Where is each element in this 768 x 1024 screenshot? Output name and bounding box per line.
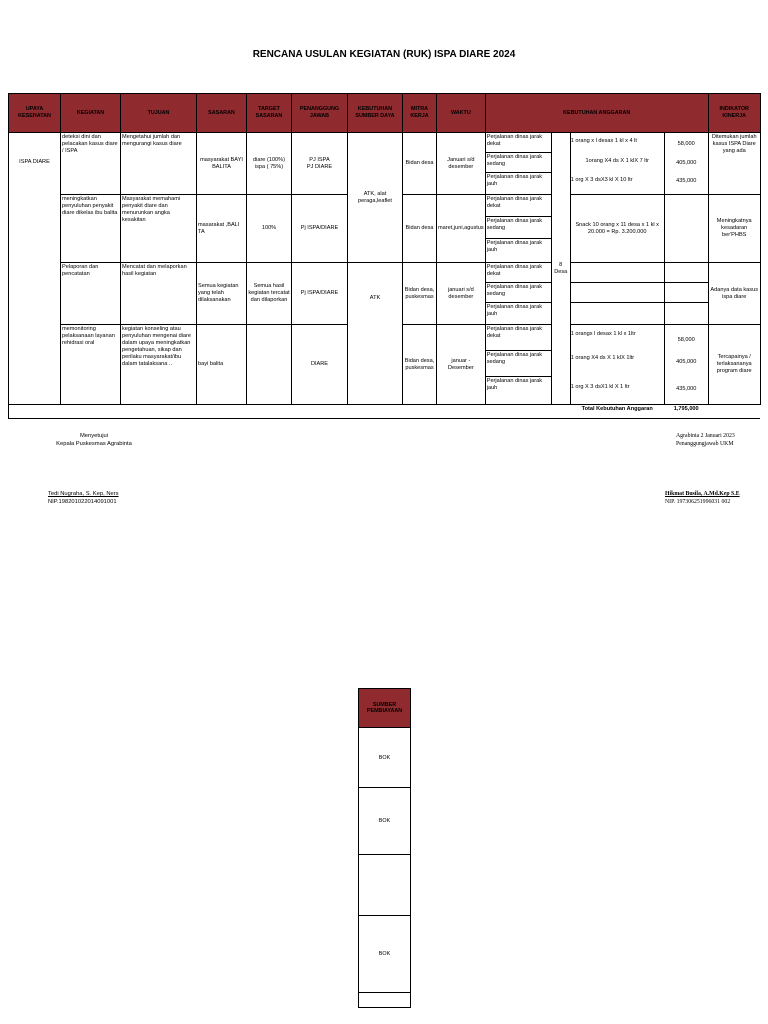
upaya-cell: ISPA DIARE <box>9 133 61 405</box>
kebutuhan-sd-cell: ATK, alat peraga,leaflet <box>348 133 403 263</box>
waktu-cell: januar - Desember <box>437 325 486 405</box>
tujuan-cell: Masyarakat memahami penyakit diare dan menurunkan angka kesakitan <box>121 195 197 263</box>
kegiatan-cell: deteksi dini dan pelacakan kasus diare / ISPA <box>61 133 121 195</box>
perjalanan-item: Perjalanan dinas jarak jauh <box>486 304 543 317</box>
desa-note: 8 Desa <box>554 261 568 275</box>
perjalanan-item: Perjalanan dinas jarak sedang <box>486 153 551 173</box>
mitra-cell: Bidan desa, puskesmas <box>403 263 437 325</box>
mitra-cell: Bidan desa, puskesmas <box>403 325 437 405</box>
sasaran-cell: masarakat ,BALI TA <box>197 195 247 263</box>
nilai-item: 435,000 <box>676 385 697 392</box>
header-target: TARGET SASARAN <box>247 94 292 133</box>
indikator-cell: Adanya data kasus ispa diare <box>708 263 760 325</box>
perjalanan-cell <box>485 133 551 195</box>
nilai-cell <box>664 195 708 263</box>
indikator-cell: Ditemukan jumlah kasus ISPA Diare yang ada <box>708 133 760 195</box>
perjalanan-item: Perjalanan dinas jarak sedang <box>486 283 551 303</box>
rincian-blank <box>571 263 664 283</box>
total-label: Total Kebutuhan Anggaran <box>570 405 664 419</box>
responsible-nip: NIP. 197306251996031 002 <box>665 499 731 506</box>
header-indikator: INDIKATOR KINERJA <box>708 94 760 133</box>
rincian-blank <box>571 283 664 303</box>
nilai-item: 405,000 <box>676 159 697 166</box>
header-kebutuhan-sd: KEBUTUHAN SUMBER DAYA <box>348 94 403 133</box>
nilai-cell <box>664 133 708 195</box>
table-header-row <box>9 94 761 133</box>
tujuan-cell: Mengetahui jumlah dan mengurangi kasus diare <box>121 133 197 195</box>
header-tujuan: TUJUAN <box>121 94 197 133</box>
target-cell: 100% <box>247 195 292 263</box>
total-value: 1,795,000 <box>664 405 708 419</box>
ruk-table <box>8 93 761 419</box>
perjalanan-item: Perjalanan dinas jarak sedang <box>486 217 551 239</box>
pj-cell: Pj ISPA/DIARE <box>292 263 348 325</box>
nilai-blank <box>665 303 708 322</box>
perjalanan-item: Perjalanan dinas jarak jauh <box>486 240 543 253</box>
mitra-cell: Bidan desa <box>403 195 437 263</box>
indikator-cell: Tercapainya / terlaksananya program diare <box>708 325 760 405</box>
rincian-cell: Snack 10 orang x 11 desa x 1 kl x 20.000 = Rp. 3.200.000 <box>570 195 664 263</box>
funding-cell: BOK <box>359 728 411 788</box>
table-row <box>9 133 761 195</box>
funding-cell: BOK <box>359 788 411 855</box>
nilai-item: 58,000 <box>677 337 695 343</box>
waktu-cell: Januari s/d desember <box>437 133 486 195</box>
kegiatan-cell: Pelaporan dan pencatatan <box>61 263 121 325</box>
total-spacer <box>9 405 571 419</box>
perjalanan-cell <box>485 263 551 325</box>
sasaran-cell: bayi balita <box>197 325 247 405</box>
approver-nip: NIP.198201022014091001 <box>48 499 117 506</box>
approval-block <box>44 432 144 449</box>
nilai-cell <box>664 325 708 405</box>
kegiatan-cell: meningkatkan penyuluhan penyakit diare dikelas ibu balita <box>61 195 121 263</box>
sasaran-cell: masyarakat BAYI BALITA <box>197 133 247 195</box>
header-waktu: WAKTU <box>437 94 486 133</box>
rincian-item: 1orang X4 ds X 1 klX 7 ltr <box>585 157 649 164</box>
responsible-name: Hikmat Busila, A.Md.Kep S.E <box>665 491 740 497</box>
approval-label: Menyetujui <box>79 433 109 439</box>
perjalanan-item: Perjalanan dinas jarak jauh <box>486 174 543 187</box>
pj-cell: PJ ISPA PJ DIARE <box>292 133 348 195</box>
perjalanan-item: Perjalanan dinas jarak dekat <box>486 133 551 153</box>
kebutuhan-sd-cell: ATK <box>348 263 403 405</box>
date-block <box>676 432 735 449</box>
nilai-cell <box>664 263 708 325</box>
funding-cell <box>359 855 411 916</box>
rincian-cell <box>570 325 664 405</box>
target-cell: diare (100%) ispa ( 75%) <box>247 133 292 195</box>
rincian-cell <box>570 133 664 195</box>
desa-note-cell <box>551 133 570 405</box>
rincian-blank <box>571 303 664 322</box>
perjalanan-cell <box>485 325 551 405</box>
perjalanan-item: Perjalanan dinas jarak jauh <box>486 378 543 391</box>
document-title: RENCANA USULAN KEGIATAN (RUK) ISPA DIARE 2024 <box>252 49 516 60</box>
indikator-cell: Meningkatnya kesadaran ber'PHBS <box>708 195 760 263</box>
funding-cell-blank <box>359 993 411 1008</box>
approver-signature <box>48 490 119 507</box>
perjalanan-item: Perjalanan dinas jarak dekat <box>486 195 551 217</box>
pj-cell: Pj ISPA/DIARE <box>292 195 348 263</box>
total-row <box>9 405 761 419</box>
target-cell: Semua hasil kegiatan tercatat dan dilaporkan <box>247 263 292 325</box>
approval-position: Kepala Puskesmas Agrabinta <box>56 441 132 448</box>
sasaran-cell: Semua kegiatan yang telah dilaksanakan <box>197 263 247 325</box>
perjalanan-cell <box>485 195 551 263</box>
target-cell <box>247 325 292 405</box>
kegiatan-cell: memonitoring pelaksanaan layanan rehidrasi oral <box>61 325 121 405</box>
funding-table <box>358 688 411 1008</box>
perjalanan-item: Perjalanan dinas jarak dekat <box>486 325 551 351</box>
rincian-item: 1 orang X4 ds X 1 klX 1ltr <box>570 355 635 362</box>
perjalanan-item: Perjalanan dinas jarak dekat <box>486 263 551 283</box>
rincian-item: 1 orangx l desax 1 kl x 1ltr <box>570 331 636 337</box>
header-upaya: UPAYA KESEHATAN <box>9 94 61 133</box>
tujuan-cell: kegiatan konseling atau penyuluhan mengenai diare dalam upaya meningkatkan pengetahuan, sikap dan perilaku masyarakat/ibu dalam tatalaksana .. <box>121 325 197 405</box>
header-pj: PENANGGUNG JAWAB <box>292 94 348 133</box>
approver-name: Tedi Nugraha, S. Kep, Ners <box>48 491 119 497</box>
perjalanan-item: Perjalanan dinas jarak sedang <box>486 351 551 377</box>
nilai-item: 435,000 <box>676 178 697 185</box>
mitra-cell: Bidan desa <box>403 133 437 195</box>
header-anggaran: KEBUTUHAN ANGGARAN <box>485 94 708 133</box>
nilai-blank <box>665 263 708 283</box>
pj-cell: DIARE <box>292 325 348 405</box>
rincian-item: 1 orang x l desax 1 kl x 4 lt <box>570 138 637 144</box>
total-blank <box>708 405 760 419</box>
rincian-item: 1 org X 3 dsX1 kl X 1 ltr <box>570 383 630 390</box>
nilai-item: 405,000 <box>676 359 697 366</box>
header-kegiatan: KEGIATAN <box>61 94 121 133</box>
waktu-cell: maret,juni,agustus <box>437 195 486 263</box>
responsible-signature <box>665 490 740 507</box>
funding-cell: BOK <box>359 916 411 993</box>
waktu-cell: januari s/d desember <box>437 263 486 325</box>
table-row <box>9 263 761 325</box>
responsible-position: Penanggungjawab UKM <box>676 441 734 448</box>
nilai-item: 58,000 <box>677 141 695 147</box>
nilai-blank <box>665 283 708 303</box>
tujuan-cell: Mencatat dan melaporkan hasil kegiatan <box>121 263 197 325</box>
rincian-item: 1 org X 3 dsX3 kl X 10 ltr <box>570 177 633 184</box>
header-sasaran: SASARAN <box>197 94 247 133</box>
funding-header: SUMBER PEMBIAYAAN <box>359 689 411 728</box>
header-mitra: MITRA KERJA <box>403 94 437 133</box>
rincian-cell <box>570 263 664 325</box>
place-date: Agrabinta 2 Januari 2023 <box>676 433 735 439</box>
